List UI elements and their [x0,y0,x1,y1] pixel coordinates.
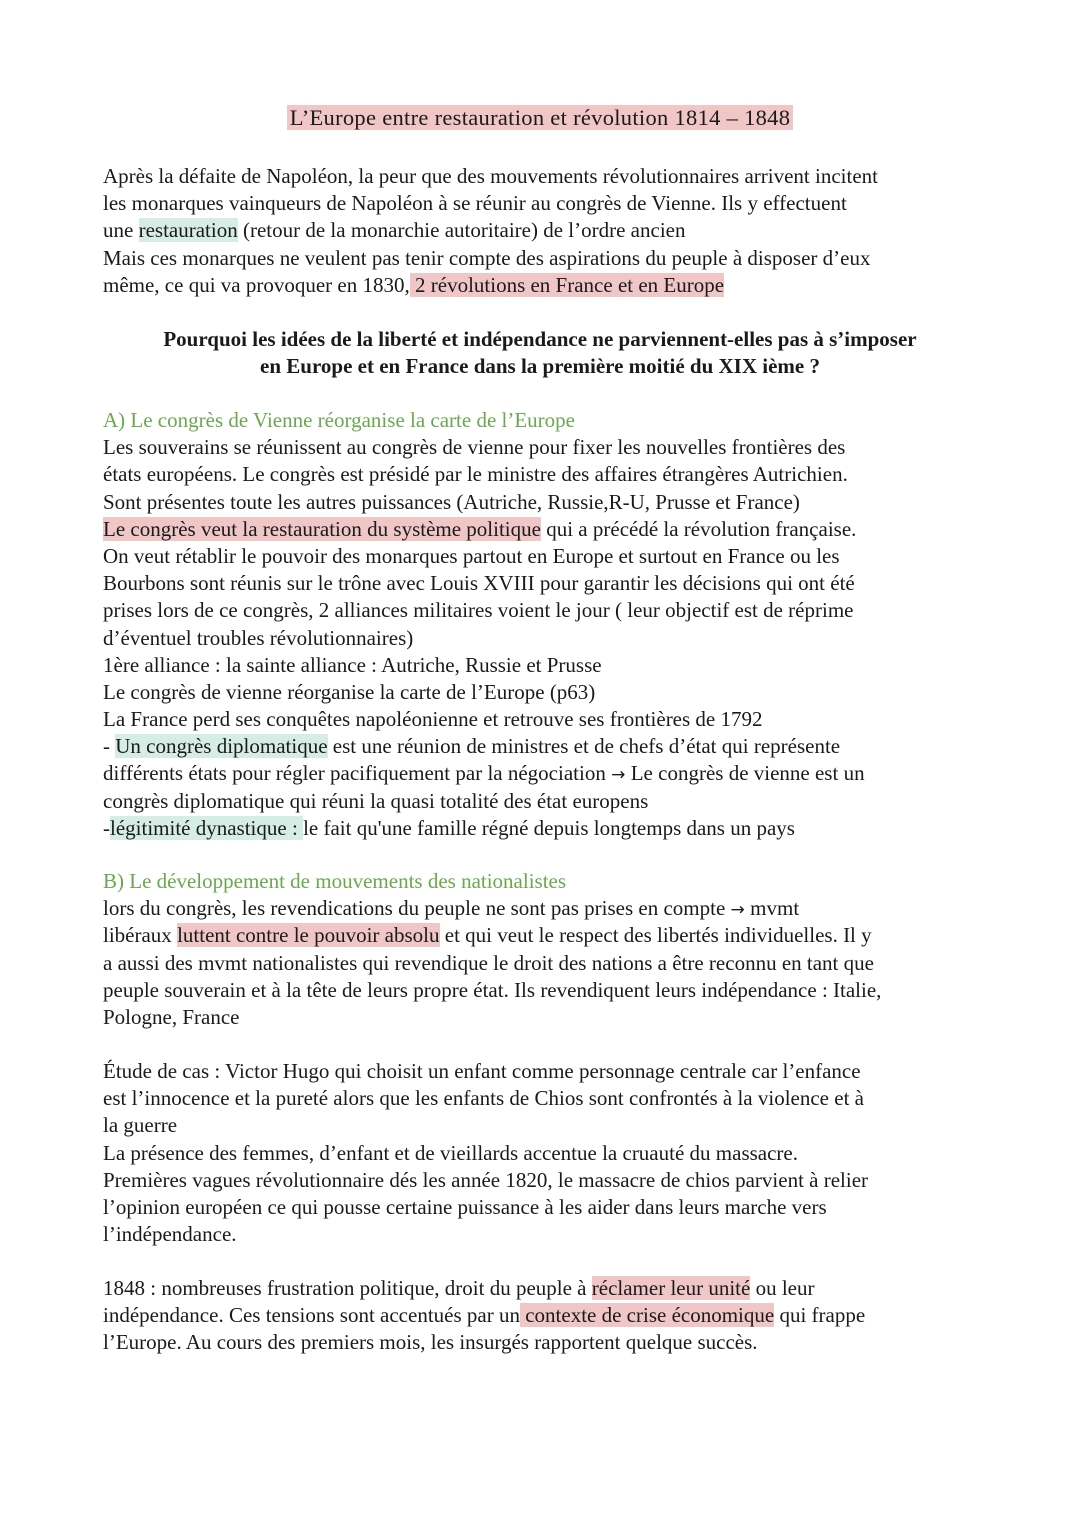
section-b-line [103,895,983,922]
highlight-restauration: restauration [138,218,238,243]
section-b-line: peuple souverain et à la tête de leurs propre état. Ils revendiquent leurs indépendance : Italie, [103,977,882,1002]
section-a-line: d’éventuel troubles révolutionnaires) [103,625,414,650]
case-study-line: La présence des femmes, d’enfant et de vieillards accentue la cruauté du massacre. [103,1140,798,1165]
text: une [103,218,139,243]
case-study [103,1058,983,1248]
section-b-heading: B) Le développement de mouvements des nationalistes [103,869,567,893]
text: libéraux [103,923,178,948]
text: (retour de la monarchie autoritaire) de l’ordre ancien [237,218,686,243]
question-line-1: Pourquoi les idées de la liberté et indépendance ne parviennent-elles pas à s’imposer [163,327,917,351]
section-b-line: a aussi des mvmt nationalistes qui revendique le droit des nations a être reconnu en tant que [103,950,874,975]
section-a-line: prises lors de ce congrès, 2 alliances militaires voient le jour ( leur objectif est de réprime [103,598,854,623]
section-a-line: 1ère alliance : la sainte alliance : Autriche, Russie et Prusse [103,652,602,677]
section-a-line: Sont présentes toute les autres puissances (Autriche, Russie,R-U, Prusse et France) [103,489,800,514]
intro-paragraph [103,163,983,299]
case-study-line: Premières vagues révolutionnaire dés les année 1820, le massacre de chios parvient à relier [103,1167,869,1192]
text: le fait qu'une famille régné depuis longtemps dans un pays [303,815,795,840]
section-a-line [103,815,983,842]
year-1848-line: l’Europe. Au cours des premiers mois, les insurgés rapportent quelque succès. [103,1330,758,1355]
section-a-heading: A) Le congrès de Vienne réorganise la carte de l’Europe [103,408,575,432]
highlight-revolutions: 2 révolutions en France et en Europe [409,272,725,297]
text: est une réunion de ministres et de chefs d’état qui représente [327,734,841,759]
problem-question [0,326,1080,380]
section-a-line: On veut rétablir le pouvoir des monarques partout en Europe et surtout en France ou les [103,543,840,568]
section-a-line: états européens. Le congrès est présidé par le ministre des affaires étrangères Autrichien. [103,462,848,487]
text: - [103,815,110,840]
case-study-line: l’opinion européen ce qui pousse certaine puissance à les aider dans leurs marche vers [103,1194,827,1219]
page-title-text: L’Europe entre restauration et révolution 1814 – 1848 [287,105,794,130]
section-a-line [103,760,983,787]
year-1848-paragraph [103,1275,983,1357]
intro-line-4: Mais ces monarques ne veulent pas tenir compte des aspirations du peuple à disposer d’eux [103,245,871,270]
text: différents états pour régler pacifiquement par la négociation [103,761,612,786]
section-a-line [103,516,983,543]
intro-line-1: Après la défaite de Napoléon, la peur que des mouvements révolutionnaires arrivent incitent [103,164,878,188]
section-a-line: Le congrès de vienne réorganise la carte de l’Europe (p63) [103,679,596,704]
arrow-icon: → [611,765,631,786]
text: qui a précédé la révolution française. [540,516,857,541]
text: ou leur [750,1276,815,1300]
section-b-line: Pologne, France [103,1004,240,1029]
text: mvmt [750,896,800,921]
question-line-2: en Europe et en France dans la première moitié du XIX ième ? [260,354,820,379]
intro-line-3 [103,217,983,244]
highlight-congres-diplomatique: Un congrès diplomatique [115,734,328,759]
section-b-line [103,922,983,949]
section-a [103,407,983,842]
text: - [103,734,116,759]
text: 1848 : nombreuses frustration politique, droit du peuple à [103,1276,592,1300]
highlight-crise-economique: contexte de crise économique [519,1303,775,1328]
case-study-line: la guerre [103,1113,178,1138]
section-a-line: La France perd ses conquêtes napoléonienne et retrouve ses frontières de 1792 [103,707,763,732]
text: Le congrès de vienne est un [630,761,865,786]
case-study-line: est l’innocence et la pureté alors que les enfants de Chios sont confrontés à la violence et à [103,1086,864,1111]
highlight-unite: réclamer leur unité [591,1276,751,1300]
case-study-line: Étude de cas : Victor Hugo qui choisit un enfant comme personnage centrale car l’enfance [103,1059,861,1083]
intro-line-5 [103,272,983,299]
arrow-icon: → [730,900,751,921]
year-1848-line [103,1275,983,1302]
text: lors du congrès, les revendications du peuple ne sont pas prises en compte [103,896,731,921]
case-study-line: l’indépendance. [103,1222,237,1247]
section-a-line: Les souverains se réunissent au congrès de vienne pour fixer les nouvelles frontières des [103,435,846,460]
year-1848-line [103,1302,983,1329]
section-b [103,868,983,1031]
section-a-line: Bourbons sont réunis sur le trône avec Louis XVIII pour garantir les décisions qui ont été [103,571,855,596]
intro-line-2: les monarques vainqueurs de Napoléon à se réunir au congrès de Vienne. Ils y effectuent [103,191,847,216]
highlight-legitimite: légitimité dynastique : [110,815,304,840]
section-a-line: congrès diplomatique qui réuni la quasi totalité des état europens [103,788,649,813]
page-title [0,103,1080,133]
section-a-line [103,733,983,760]
text: indépendance. Ces tensions sont accentués par un [103,1303,520,1328]
text: qui frappe [774,1303,866,1328]
highlight-restauration-systeme: Le congrès veut la restauration du système politique [103,516,541,541]
text: et qui veut le respect des libertés individuelles. Il y [439,923,872,948]
text: même, ce qui va provoquer en 1830, [103,272,410,297]
highlight-pouvoir-absolu: luttent contre le pouvoir absolu [177,923,440,948]
